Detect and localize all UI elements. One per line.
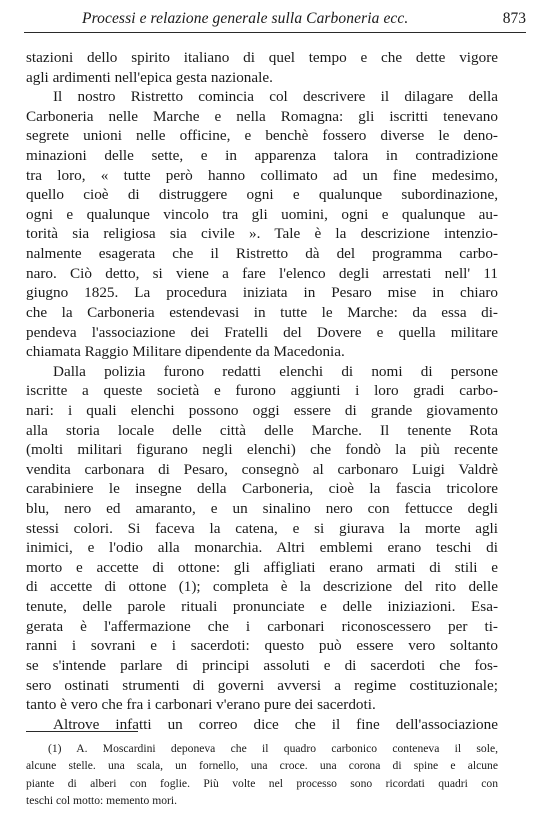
text-line: chiamata Raggio Militare dipendente da Macedonia. [26, 343, 345, 361]
text-line: blu, nero ed amaranto, e un sinalino nero con fettucce degli [26, 500, 498, 518]
text-line: alla storia locale delle città delle Marche. Il tenente Rota [26, 421, 498, 439]
footnote-line: piante di alberi con foglie. Più volte nel processo sono ricordati quadri con [26, 776, 498, 790]
running-title: Processi e relazione generale sulla Carboneria ecc. [82, 10, 409, 27]
text-line: segrete unioni nelle officine, e benchè fossero diverse le deno- [26, 127, 498, 145]
text-line: agli ardimenti nell'epica gesta nazionale. [26, 68, 273, 86]
text-line: tenute, delle parole rituali pronunciate e delle iniziazioni. Esa- [26, 598, 498, 616]
text-line: sero ostinati strumenti di governi avversi a regime costituzionale; [26, 676, 498, 694]
footnote-line: teschi col motto: memento mori. [26, 794, 178, 808]
text-line: che la Carboneria estendevasi in tutte le Marche: da essa di- [26, 303, 498, 321]
text-line: se s'intende parlare di principi assoluti e di sacerdoti che fos- [26, 656, 498, 674]
text-line: gerata è l'affermazione che i carbonari riconoscessero per ti- [26, 617, 498, 635]
footnote-line: (1) A. Moscardini deponeva che il quadro carbonico conteneva il sole, [48, 742, 498, 755]
text-line: ranni i sovrani e i sacerdoti: questo può essere vero soltanto [26, 637, 498, 655]
text-line: iscritte a queste società e furono aggiunti i loro gradi carbo- [26, 382, 498, 400]
text-line: ogni e qualunque vincolo tra gli uomini, ogni e qualunque au- [26, 205, 498, 223]
text-line: Carboneria nelle Marche e nella Romagna: gli iscritti tenevano [26, 107, 498, 125]
text-line: morto e accette di ottone: gli affigliati erano armati di stili e [26, 558, 498, 576]
text-line: inimici, e l'odio alla monarchia. Altri emblemi erano teschi di [26, 539, 498, 557]
text-line: vendita carbonara di Pesaro, consegnò al carbonaro Luigi Valdrè [26, 460, 498, 478]
text-line: torità sia religiosa sia civile ». Tale è la descrizione intenzio- [26, 225, 498, 243]
text-line: quello cioè di distruggere ogni e qualunque subordinazione, [26, 186, 498, 204]
footnote-divider [26, 731, 138, 732]
text-line: Altrove infatti un correo dice che il fine dell'associazione [53, 715, 498, 733]
text-line: tra loro, « tutte però hanno collimato ad un fine medesimo, [26, 166, 498, 184]
text-line: Il nostro Ristretto comincia col descrivere il dilagare della [53, 88, 498, 106]
text-line: tanto è vero che fra i carbonari v'erano pure dei sacerdoti. [26, 696, 376, 714]
text-line: naro. Ciò detto, si viene a fare l'elenco degli arrestati nell' 11 [26, 264, 498, 282]
text-line: Dalla polizia furono redatti elenchi di nomi di persone [53, 362, 498, 380]
text-line: stessi colori. Si faceva la catena, e si giurava la morte agli [26, 519, 498, 537]
main-text [26, 48, 498, 734]
footnote [26, 740, 498, 810]
text-line: minazioni delle sette, e in apparenza talora in contradizione [26, 147, 498, 165]
footnote-line: alcune stelle. una scala, un fornello, una croce. una corona di spine e alcune [26, 759, 498, 773]
text-line: (molti militari figurano negli elenchi) che fondò la più recente [26, 441, 498, 459]
text-line: nari: i quali elenchi possono oggi essere di grande giovamento [26, 401, 498, 419]
page-number: 873 [502, 10, 526, 27]
text-line: di accette di ottone (1); completa è la descrizione del rito delle [26, 578, 498, 596]
text-line: carabiniere le insegne della Carboneria, cioè la fascia tricolore [26, 480, 498, 498]
running-header [24, 6, 526, 33]
text-line: nalmente esagerata che il Ristretto dà del programma carbo- [26, 245, 498, 263]
text-line: pendeva l'associazione dei Fratelli del Dovere e quella militare [26, 323, 498, 341]
text-line: stazioni dello spirito italiano di quel tempo e che dette vigore [26, 49, 498, 66]
text-line: giugno 1825. La procedura iniziata in Pesaro mise in chiaro [26, 284, 498, 302]
